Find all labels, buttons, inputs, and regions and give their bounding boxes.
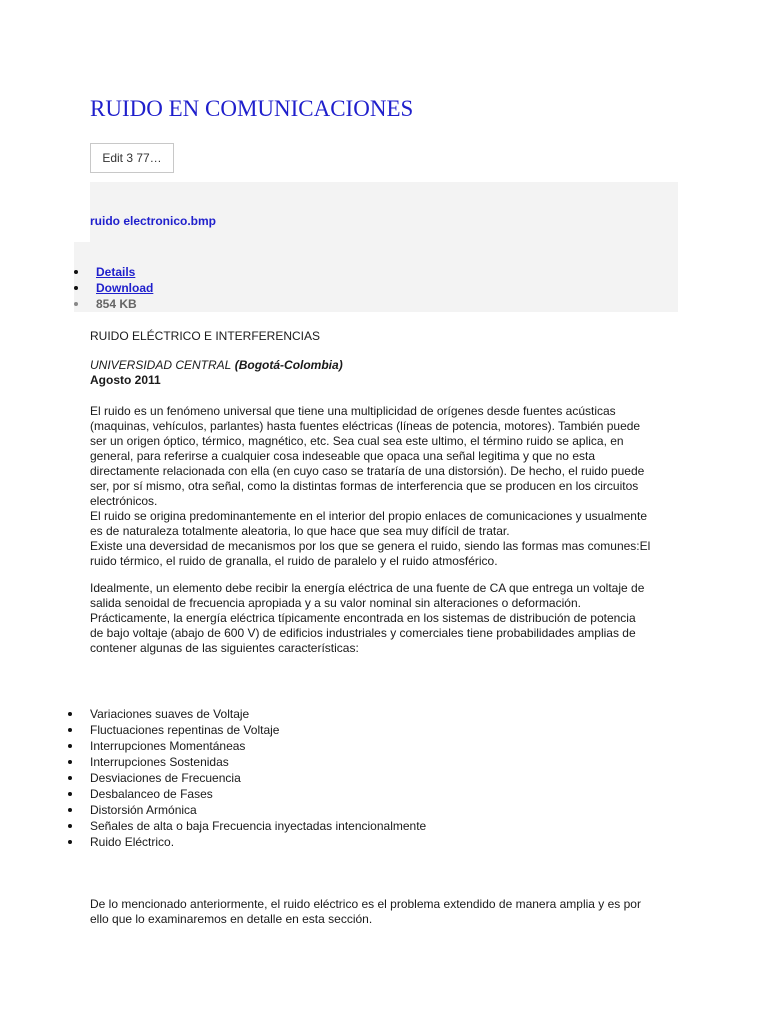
paragraph-line: El ruido es un fenómeno universal que tiene una multiplicidad de orígenes desde fuentes acústicas [90, 404, 616, 418]
download-link[interactable]: Download [96, 281, 154, 295]
paragraph-line: es de naturaleza totalmente aleatoria, lo que hace que sea muy difícil de tratar. [90, 524, 510, 538]
paragraph-line: electrónicos. [90, 494, 158, 508]
paragraph-line: salida senoidal de frecuencia apropiada y a su valor nominal sin alteraciones o deformación. [90, 596, 581, 610]
attachment-panel [90, 182, 678, 242]
paragraph-line: general, para referirse a cualquier cosa indeseable que opaca una señal legitima y que no esta [90, 449, 595, 463]
intro-paragraph [90, 404, 690, 569]
characteristics-list [68, 706, 426, 850]
list-item: Variaciones suaves de Voltaje [68, 706, 426, 722]
list-item: Desviaciones de Frecuencia [68, 770, 426, 786]
list-item: Distorsión Armónica [68, 802, 426, 818]
conclusion-paragraph [90, 897, 690, 927]
list-item: Señales de alta o baja Frecuencia inyectadas intencionalmente [68, 818, 426, 834]
paragraph-line: (maquinas, vehículos, parlantes) hasta fuentes eléctricas (líneas de potencia, motores). También puede [90, 419, 641, 433]
attachment-panel-lower [74, 242, 678, 312]
list-item: Fluctuaciones repentinas de Voltaje [68, 722, 426, 738]
paragraph-line: ser un origen óptico, térmico, magnético, etc. Sea cual sea este ultimo, el término ruido se aplica, en [90, 434, 624, 448]
paragraph-line: Idealmente, un elemento debe recibir la energía eléctrica de una fuente de CA que entrega un voltaje de [90, 581, 645, 595]
page-title: RUIDO EN COMUNICACIONES [90, 96, 414, 121]
edit-button[interactable]: Edit 3 77… [90, 143, 174, 173]
institution-name: UNIVERSIDAD CENTRAL [90, 358, 232, 372]
size-item [74, 296, 153, 312]
author-block [90, 358, 690, 388]
details-link[interactable]: Details [96, 265, 136, 279]
paragraph-line: ser, por sí mismo, otra señal, como la distintas formas de interferencia que se producen en los circuitos [90, 479, 639, 493]
paragraph-line: ruido térmico, el ruido de granalla, el ruido de paralelo y el ruido atmosférico. [90, 554, 498, 568]
list-item: Ruido Eléctrico. [68, 834, 426, 850]
institution-location: (Bogotá-Colombia) [234, 358, 343, 372]
publication-date: Agosto 2011 [90, 373, 161, 387]
energy-paragraph [90, 581, 690, 656]
paragraph-line: El ruido se origina predominantemente en el interior del propio enlaces de comunicaciones y usualmente [90, 509, 647, 523]
paragraph-line: ello que lo examinaremos en detalle en esta sección. [90, 912, 373, 926]
paragraph-line: directamente relacionada con ella (en cuyo caso se trataría de una distorsión). De hecho, el ruido puede [90, 464, 645, 478]
details-item [74, 264, 153, 280]
list-item: Interrupciones Momentáneas [68, 738, 426, 754]
list-item: Interrupciones Sostenidas [68, 754, 426, 770]
paragraph-line: contener algunas de las siguientes características: [90, 641, 359, 655]
paragraph-line: De lo mencionado anteriormente, el ruido eléctrico es el problema extendido de manera amplia y es por [90, 897, 641, 911]
attachment-actions [74, 264, 153, 312]
paragraph-line: de bajo voltaje (abajo de 600 V) de edificios industriales y comerciales tiene probabilidades amplias de [90, 626, 636, 640]
download-item [74, 280, 153, 296]
attachment-filename-link[interactable]: ruido electronico.bmp [90, 214, 217, 228]
list-item: Desbalanceo de Fases [68, 786, 426, 802]
file-size: 854 KB [96, 297, 137, 311]
paragraph-line: Existe una deversidad de mecanismos por los que se genera el ruido, siendo las formas mas comunes:El [90, 539, 651, 553]
paragraph-line: Prácticamente, la energía eléctrica típicamente encontrada en los sistemas de distribución de potencia [90, 611, 636, 625]
section-heading: RUIDO ELÉCTRICO E INTERFERENCIAS [90, 329, 321, 343]
